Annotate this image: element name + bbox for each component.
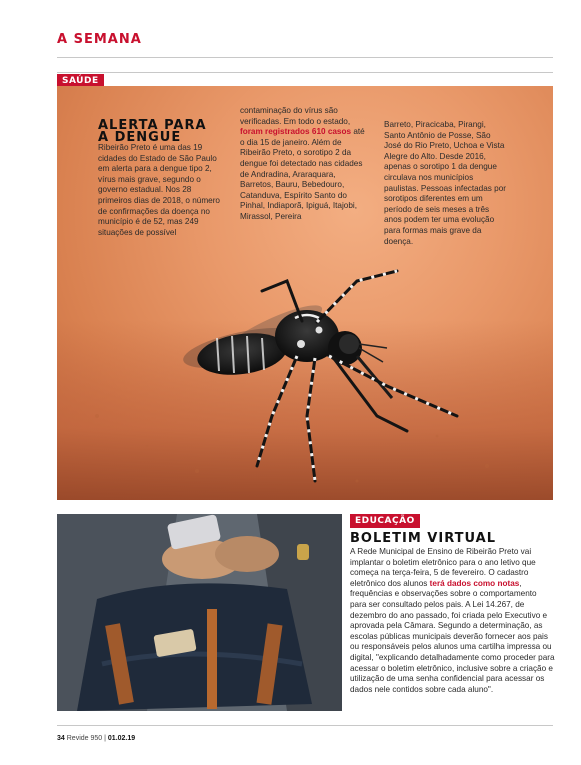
article-title-dengue bbox=[98, 120, 207, 144]
title-line-1: ALERTA PARA bbox=[98, 118, 207, 133]
dengue-col-2 bbox=[240, 106, 367, 223]
footer-separator: | bbox=[104, 735, 106, 742]
section-divider bbox=[57, 72, 553, 73]
dengue-col-1-text: Ribeirão Preto é uma das 19 cidades do Estado de São Paulo em alerta para a dengue tipo 2, vírus mais grave, segundo o governo estadual. Nos 28 primeiros dias de 2018, o número de confirmações da doença no município é de 52, mas 249 situações de possível bbox=[98, 143, 220, 237]
title-line-2: A DENGUE bbox=[98, 130, 182, 145]
dengue-col-1 bbox=[98, 143, 224, 238]
tag-saude: SAÚDE bbox=[57, 74, 104, 88]
footer-divider bbox=[57, 725, 553, 726]
tag-educacao: EDUCAÇÃO bbox=[350, 514, 420, 528]
magazine-name: Revide 950 bbox=[66, 735, 103, 742]
boletim-text-end: , frequências e observações sobre o comportamento para ser consultado pelos pais. A Lei 14.267, de dezembro do ano passado, foi criada pelo Executivo e aprovada pela Câmara. Segundo a determinação, as escolas públicas municipais deverão fornecer aos pais ou responsáveis pelos alunos uma cartilha impressa ou digital, "explicando detalhadamente como proceder para acessar o boletim eletrônico, inclusive sobre a criação e utilização de uma senha confidencial para acessar os dados nele contidos sobre cada aluno". bbox=[350, 578, 555, 694]
mosquito-photo bbox=[57, 86, 553, 500]
boletim-highlight: terá dados como notas bbox=[429, 578, 520, 588]
article-title-boletim: BOLETIM VIRTUAL bbox=[350, 531, 496, 546]
section-title: A SEMANA bbox=[57, 32, 142, 47]
boletim-body bbox=[350, 547, 555, 695]
page-number: 34 bbox=[57, 735, 65, 742]
dengue-col-3 bbox=[384, 120, 508, 247]
dengue-col-3-text: Barreto, Piracicaba, Pirangi, Santo Antônio de Posse, São José do Rio Preto, Uchoa e Vista Alegre do Alto. Desde 2016, apenas o sorotipo 1 da dengue circulava nos municípios paulistas. Pessoas infectadas por sorotipos diferentes em um período de seis meses a três anos podem ter uma evolução para formas mais grave da doença. bbox=[384, 120, 506, 246]
issue-date: 01.02.19 bbox=[107, 735, 136, 742]
dengue-col-2-text: contaminação do vírus são verificadas. Em todo o estado, bbox=[240, 106, 351, 126]
dengue-col-2-text-end: até o dia 15 de janeiro. Além de Ribeirão Preto, o sorotipo 2 da dengue foi detectado nas cidades de Andradina, Araraquara, Barretos, Bauru, Bebedouro, Catanduva, Espírito Santo do Pinhal, Indiaporã, Ipiguá, Itajobi, Mirassol, Pereira bbox=[240, 127, 365, 221]
student-phone-photo bbox=[57, 514, 342, 711]
page-footer bbox=[57, 735, 135, 742]
boletim-text: A Rede Municipal de Ensino de Ribeirão Preto vai implantar o boletim eletrônico para o ano letivo que começa na terça-feira, 5 de fevereiro. O cadastro eletrônico dos alunos bbox=[350, 547, 536, 588]
top-divider bbox=[57, 57, 553, 58]
dengue-highlight: foram registrados 610 casos bbox=[240, 127, 352, 137]
